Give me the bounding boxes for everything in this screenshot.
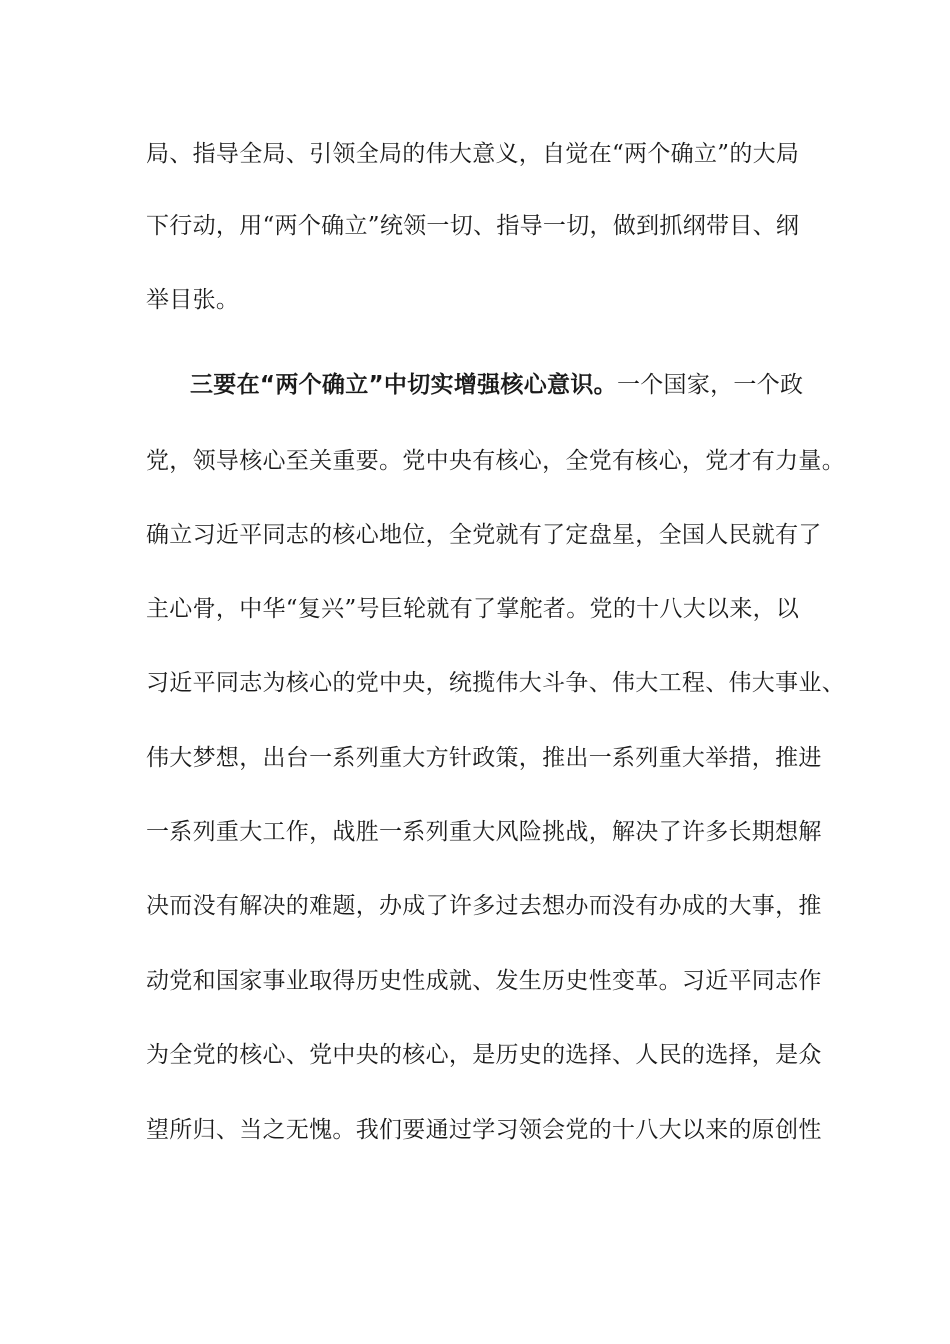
text-line-2: 下行动，用“两个确立”统领一切、指导一切，做到抓纲带目、纲 <box>146 213 800 239</box>
heading-line-continuation: 一个国家，一个政 <box>616 372 804 398</box>
text-line-5: 党，领导核心至关重要。党中央有核心，全党有核心，党才有力量。 <box>146 448 845 474</box>
text-line-14: 望所归、当之无愧。我们要通过学习领会党的十八大以来的原创性 <box>146 1117 822 1143</box>
text-line-6: 确立习近平同志的核心地位，全党就有了定盘星，全国人民就有了 <box>146 522 822 548</box>
paragraph-heading-line <box>190 370 850 400</box>
text-line-8: 习近平同志为核心的党中央，统揽伟大斗争、伟大工程、伟大事业、 <box>146 670 845 696</box>
text-line-7: 主心骨，中华“复兴”号巨轮就有了掌舵者。党的十八大以来，以 <box>146 596 800 622</box>
section-heading: 三要在“两个确立”中切实增强核心意识。 <box>190 372 617 398</box>
text-line-9: 伟大梦想，出台一系列重大方针政策，推出一系列重大举措，推进 <box>146 745 822 771</box>
text-line-11: 决而没有解决的难题，办成了许多过去想办而没有办成的大事，推 <box>146 893 822 919</box>
text-line-10: 一系列重大工作，战胜一系列重大风险挑战，解决了许多长期想解 <box>146 819 822 845</box>
text-line-1: 局、指导全局、引领全局的伟大意义，自觉在“两个确立”的大局 <box>146 141 800 167</box>
text-line-13: 为全党的核心、党中央的核心，是历史的选择、人民的选择，是众 <box>146 1042 822 1068</box>
text-line-3: 举目张。 <box>146 287 240 313</box>
text-line-12: 动党和国家事业取得历史性成就、发生历史性变革。习近平同志作 <box>146 968 822 994</box>
